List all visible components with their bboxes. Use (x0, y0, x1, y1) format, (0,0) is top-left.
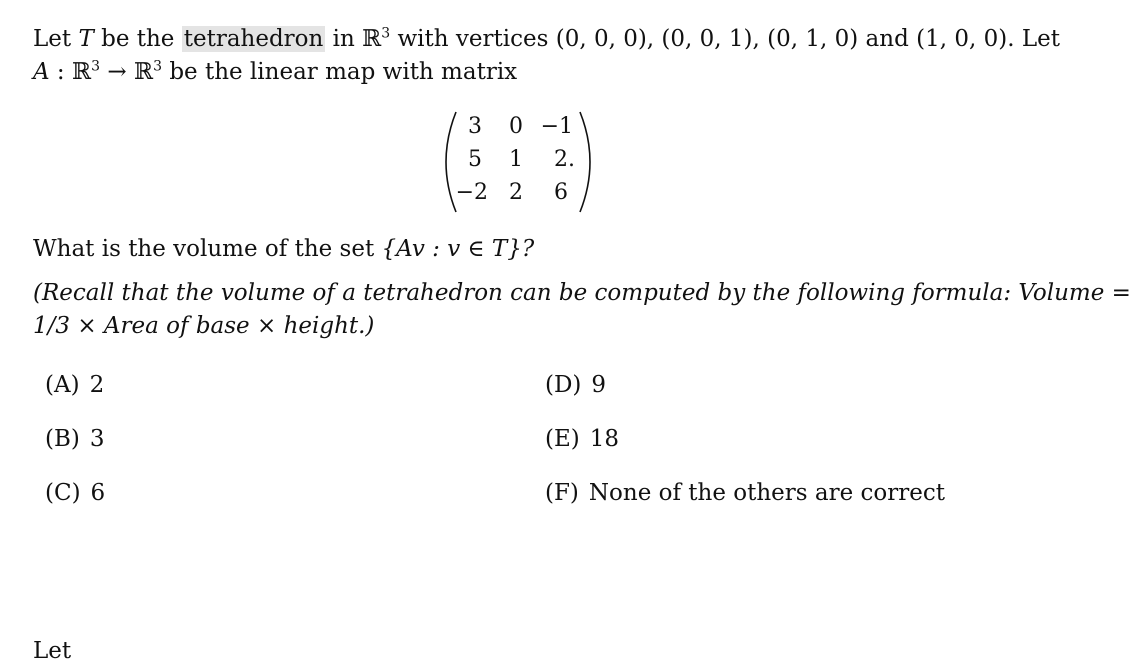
option-d-letter: (D) (545, 372, 582, 398)
matrix-cell-1-0: 5 (468, 147, 482, 172)
A-symbol: A (33, 59, 50, 85)
R-symbol-codomain: ℝ (133, 59, 154, 85)
option-b-letter: (B) (45, 426, 80, 452)
arrow-symbol: → (107, 59, 127, 85)
matrix-cell-0-2: −1 (540, 114, 573, 139)
option-e-letter: (E) (545, 426, 580, 452)
volume-question (33, 234, 534, 264)
map-colon: : (49, 59, 72, 85)
partial-next-question: Let (33, 638, 72, 664)
R-exponent-domain: 3 (91, 58, 101, 75)
be-the: be the (101, 26, 175, 52)
vertices-list: (0, 0, 0), (0, 0, 1), (0, 1, 0) (555, 26, 859, 52)
option-e-text: 18 (589, 426, 620, 452)
matrix-cell-1-2: 2 (554, 147, 568, 172)
option-d[interactable] (545, 370, 606, 400)
be-linear: be the linear map with matrix (169, 59, 518, 85)
matrix-cell-2-2: 6 (554, 180, 568, 205)
matrix-cell-0-0: 3 (468, 114, 482, 139)
option-a-letter: (A) (45, 372, 80, 398)
option-e[interactable] (545, 424, 619, 454)
volume-prefix: What is the volume of the set (33, 236, 375, 262)
option-a-text: 2 (89, 372, 105, 398)
option-f-letter: (F) (545, 480, 579, 506)
option-c-text: 6 (90, 480, 106, 506)
option-a[interactable] (45, 370, 104, 400)
option-b-text: 3 (89, 426, 105, 452)
matrix-cell-0-1: 0 (509, 114, 523, 139)
option-c-letter: (C) (45, 480, 81, 506)
R-symbol-domain: ℝ (72, 59, 92, 85)
matrix-cell-1-1: 1 (509, 147, 523, 172)
R-symbol: ℝ (362, 26, 382, 52)
option-f[interactable] (545, 478, 945, 508)
with-vertices: with vertices (397, 26, 549, 52)
option-b[interactable] (45, 424, 105, 454)
option-d-text: 9 (591, 372, 607, 398)
last-vertex: (1, 0, 0). (916, 26, 1015, 52)
question-line-1 (33, 24, 1060, 54)
tetrahedron-highlight[interactable]: tetrahedron (183, 26, 324, 52)
T-symbol: T (78, 26, 94, 52)
matrix-cell-2-1: 2 (509, 180, 523, 205)
intro-prefix: Let (33, 26, 72, 52)
option-c[interactable] (45, 478, 105, 508)
R-exponent-codomain: 3 (153, 58, 162, 75)
matrix-cell-2-0: −2 (455, 180, 488, 205)
matrix-period: . (568, 147, 575, 172)
and-word: and (865, 26, 909, 52)
in-word: in (332, 26, 355, 52)
R-exponent: 3 (381, 25, 391, 42)
recall-line-2: 1/3 × Area of base × height.) (33, 313, 375, 339)
question-line-2 (33, 57, 517, 87)
matrix (438, 108, 618, 216)
let-word: Let (1021, 26, 1060, 52)
option-f-text: None of the others are correct (588, 480, 945, 506)
set-expression: {Av : v ∈ T}? (381, 236, 535, 262)
recall-line-1: (Recall that the volume of a tetrahedron can be computed by the following formula: Volume = (33, 280, 1131, 306)
